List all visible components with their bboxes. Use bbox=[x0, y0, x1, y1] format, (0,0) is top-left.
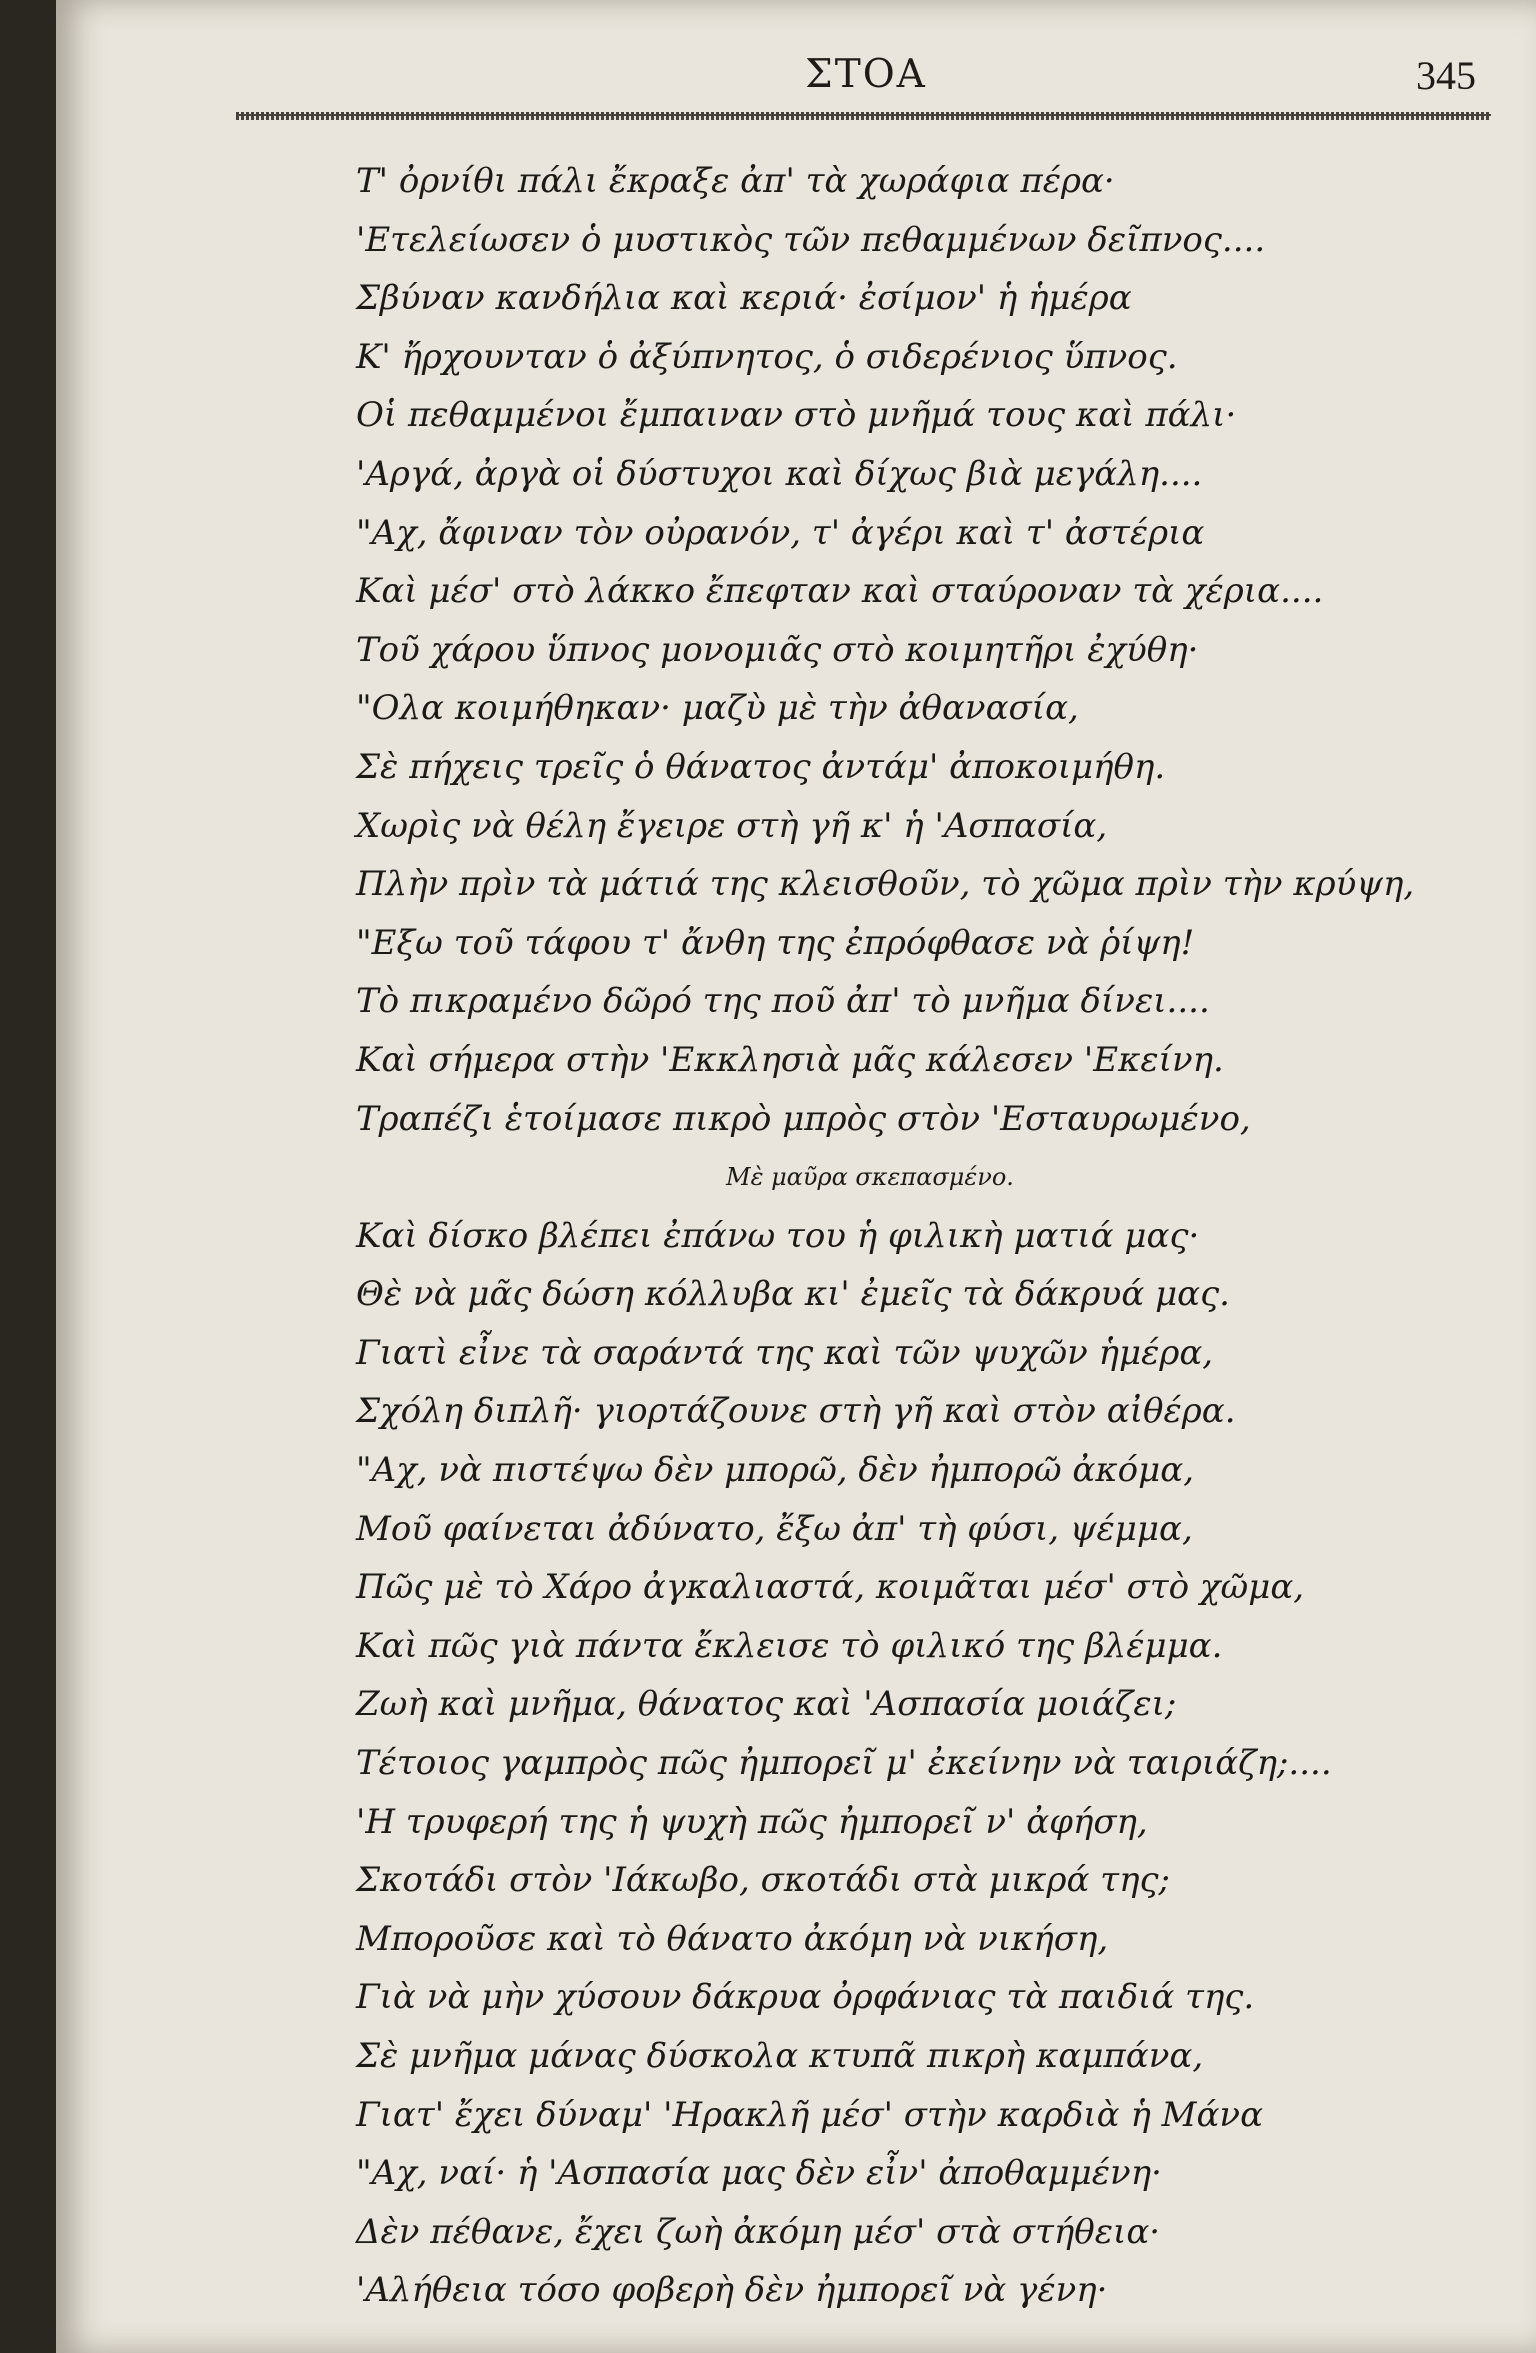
verse-line: Τέτοιος γαμπρὸς πῶς ἠμπορεῖ μ' ἐκείνην νὰ ταιριάζη;.... bbox=[356, 1743, 1332, 1784]
verse-line: Μποροῦσε καὶ τὸ θάνατο ἀκόμη νὰ νικήση, bbox=[356, 1918, 1109, 1959]
verse-line: Θὲ νὰ μᾶς δώση κόλλυβα κι' ἐμεῖς τὰ δάκρυά μας. bbox=[356, 1274, 1230, 1315]
verse-line: Σὲ πήχεις τρεῖς ὁ θάνατος ἀντάμ' ἀποκοιμήθη. bbox=[356, 746, 1166, 787]
verse-line: Σὲ μνῆμα μάνας δύσκολα κτυπᾶ πικρὴ καμπάνα, bbox=[356, 2036, 1204, 2076]
page-number: 345 bbox=[1416, 53, 1476, 98]
verse-line: Τὸ πικραμένο δῶρό της ποῦ ἀπ' τὸ μνῆμα δίνει.... bbox=[356, 981, 1210, 1022]
verse-line: "Εξω τοῦ τάφου τ' ἄνθη της ἐπρόφθασε νὰ ῥίψη! bbox=[356, 922, 1195, 963]
page-header bbox=[236, 48, 1496, 108]
verse-line: 'Αργά, ἀργὰ οἱ δύστυχοι καὶ δίχως βιὰ μεγάλη.... bbox=[356, 453, 1203, 494]
verse-line: "Αχ, νὰ πιστέψω δὲν μπορῶ, δὲν ἠμπορῶ ἀκόμα, bbox=[356, 1450, 1194, 1491]
verse-line: Ζωὴ καὶ μνῆμα, θάνατος καὶ 'Ασπασία μοιάζει; bbox=[356, 1684, 1177, 1725]
verse-line: Οἱ πεθαμμένοι ἔμπαιναν στὸ μνῆμά τους καὶ πάλι· bbox=[356, 395, 1237, 436]
verse-line: Γιατὶ εἶνε τὰ σαράντά της καὶ τῶν ψυχῶν ἡμέρα, bbox=[356, 1332, 1214, 1373]
verse-line: "Αχ, ἄφιναν τὸν οὐρανόν, τ' ἀγέρι καὶ τ' ἀστέρια bbox=[356, 512, 1205, 553]
verse-line: Τραπέζι ἑτοίμασε πικρὸ μπρὸς στὸν 'Εσταυρωμένο, bbox=[356, 1098, 1251, 1139]
verse-line: Χωρὶς νὰ θέλη ἔγειρε στὴ γῆ κ' ἡ 'Ασπασία, bbox=[356, 805, 1108, 846]
verse-line: Γιὰ νὰ μὴν χύσουν δάκρυα ὀρφάνιας τὰ παιδιά της. bbox=[356, 1977, 1255, 2018]
header-rule bbox=[236, 112, 1491, 120]
verse-line: Καὶ δίσκο βλέπει ἐπάνω του ἡ φιλικὴ ματιά μας· bbox=[356, 1215, 1200, 1256]
verse-line: 'Η τρυφερή της ἡ ψυχὴ πῶς ἠμπορεῖ ν' ἀφήση, bbox=[356, 1801, 1148, 1842]
verse-line: "Ολα κοιμήθηκαν· μαζὺ μὲ τὴν ἀθανασία, bbox=[356, 688, 1079, 729]
verse-line: 'Ετελείωσεν ὁ μυστικὸς τῶν πεθαμμένων δεῖπνος.... bbox=[356, 219, 1266, 260]
verse-line: Μοῦ φαίνεται ἀδύνατο, ἔξω ἀπ' τὴ φύσι, ψέμμα, bbox=[356, 1508, 1193, 1549]
verse-line: Γιατ' ἔχει δύναμ' 'Ηρακλῆ μέσ' στὴν καρδιὰ ἡ Μάνα bbox=[356, 2094, 1264, 2135]
verse-line: Σκοτάδι στὸν 'Ιάκωβο, σκοτάδι στὰ μικρά της; bbox=[356, 1860, 1170, 1901]
running-title: ΣΤΟΑ bbox=[805, 52, 927, 97]
verse-line: Πλὴν πρὶν τὰ μάτιά της κλεισθοῦν, τὸ χῶμα πρὶν τὴν κρύψη, bbox=[356, 864, 1415, 905]
verse-line: "Αχ, ναί· ἡ 'Ασπασία μας δὲν εἶν' ἀποθαμμένη· bbox=[356, 2153, 1162, 2194]
verse-line: Σχόλη διπλῆ· γιορτάζουνε στὴ γῆ καὶ στὸν αἰθέρα. bbox=[356, 1391, 1236, 1432]
verse-line: Πῶς μὲ τὸ Χάρο ἀγκαλιαστά, κοιμᾶται μέσ' στὸ χῶμα, bbox=[356, 1567, 1305, 1608]
book-page bbox=[56, 0, 1536, 2353]
poem-body bbox=[356, 152, 1506, 2320]
verse-line: Καὶ σήμερα στὴν 'Εκκλησιὰ μᾶς κάλεσεν 'Εκείνη. bbox=[356, 1039, 1224, 1080]
verse-line: Δὲν πέθανε, ἔχει ζωὴ ἀκόμη μέσ' στὰ στήθεια· bbox=[356, 2211, 1161, 2252]
verse-line: Τ' ὀρνίθι πάλι ἔκραξε ἀπ' τὰ χωράφια πέρα· bbox=[356, 161, 1115, 201]
verse-line: 'Αλήθεια τόσο φοβερὴ δὲν ἠμπορεῖ νὰ γένη· bbox=[356, 2270, 1108, 2311]
verse-line-indented: Μὲ μαῦρα σκεπασμένο. bbox=[726, 1163, 1014, 1192]
verse-line: Κ' ἤρχουνταν ὁ ἀξύπνητος, ὁ σιδερένιος ὕπνος. bbox=[356, 336, 1178, 377]
verse-line: Σβύναν κανδήλια καὶ κεριά· ἐσίμον' ἡ ἡμέρα bbox=[356, 278, 1132, 319]
verse-line: Καὶ μέσ' στὸ λάκκο ἔπεφταν καὶ σταύροναν τὰ χέρια.... bbox=[356, 571, 1324, 612]
verse-line: Καὶ πῶς γιὰ πάντα ἔκλεισε τὸ φιλικό της βλέμμα. bbox=[356, 1625, 1223, 1666]
verse-line: Τοῦ χάρου ὕπνος μονομιᾶς στὸ κοιμητῆρι ἐχύθη· bbox=[356, 629, 1199, 670]
